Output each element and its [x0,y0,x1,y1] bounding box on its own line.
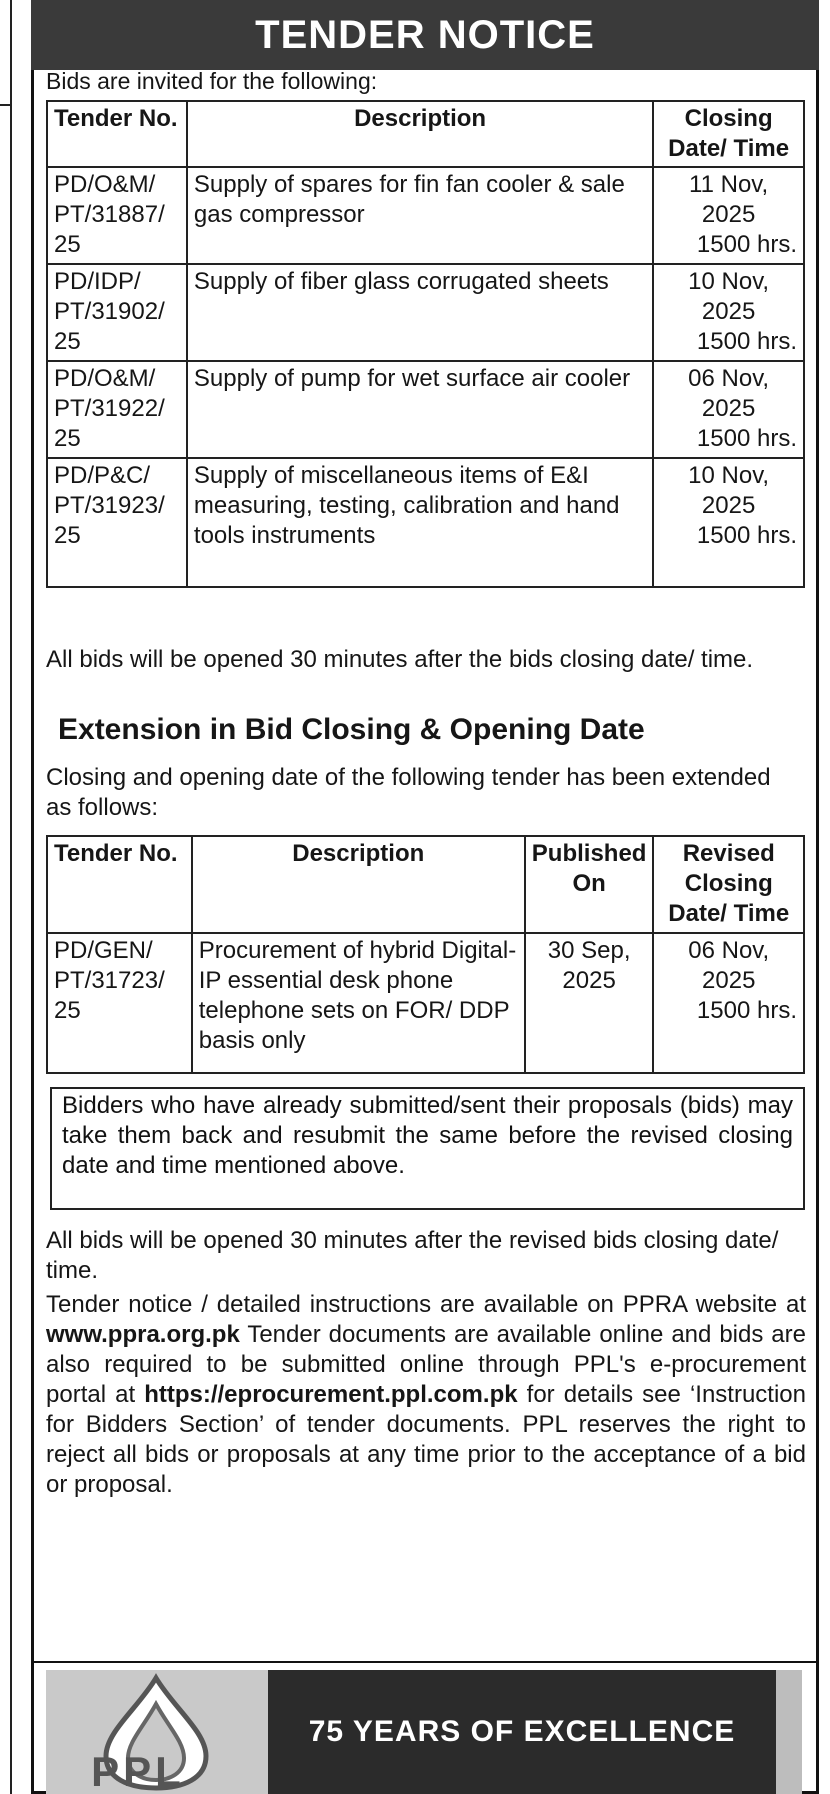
footer-divider [31,1661,819,1663]
extension-intro: Closing and opening date of the following tender has been extended as follows: [46,764,771,821]
revised-time: 1500 hrs. [696,997,797,1024]
revised-date: 06 Nov, 2025 [688,937,770,994]
instructions-part-2: Tender documents are available online and bids are also required to be submitted online through PPL's e-procurement portal at [46,1321,806,1408]
opening-note: All bids will be opened 30 minutes after the bids closing date/ time. [46,646,754,673]
description-cell: Supply of spares for fin fan cooler & sale gas compressor [187,167,653,264]
header-published: Published On [525,836,654,933]
closing-cell [653,458,804,587]
instructions-part-1: Tender notice / detailed instructions are available on PPRA website at [46,1291,806,1318]
header-description: Description [187,101,653,167]
closing-cell [653,361,804,458]
page-margin-rule [10,0,12,1794]
footer-strip [776,1670,802,1794]
closing-time: 1500 hrs. [696,522,797,549]
instructions-paragraph [46,1290,806,1500]
description-cell: Supply of pump for wet surface air cooler [187,361,653,458]
table-row [47,167,804,264]
instructions-part-3: for details see ‘Instruction for Bidders Section’ of tender documents. PPL reserves the right to reject all bids or proposals at any time prior to the acceptance of a bid or proposal. [46,1381,806,1498]
closing-cell [653,264,804,361]
extension-heading: Extension in Bid Closing & Opening Date [58,713,645,746]
description-cell: Procurement of hybrid Digital-IP essential desk phone telephone sets on FOR/ DDP basis only [192,933,525,1073]
extension-table-header [47,836,804,933]
table-row [47,264,804,361]
tender-no-cell: PD/GEN/ PT/31723/ 25 [47,933,192,1073]
header-description: Description [192,836,525,933]
tender-no-cell: PD/O&M/ PT/31922/ 25 [47,361,187,458]
page-margin-tick [0,104,12,106]
closing-date: 10 Nov, 2025 [688,462,770,519]
table-row [47,933,804,1073]
header-tender-no: Tender No. [47,101,187,167]
header-revised: Revised Closing Date/ Time [653,836,804,933]
closing-time: 1500 hrs. [696,425,797,452]
closing-time: 1500 hrs. [696,231,797,258]
eprocurement-link[interactable]: https://eprocurement.ppl.com.pk [144,1381,518,1408]
tender-no-cell: PD/P&C/ PT/31923/ 25 [47,458,187,587]
revised-cell [653,933,804,1073]
closing-date: 10 Nov, 2025 [688,268,770,325]
notice-title: TENDER NOTICE [255,12,595,57]
tagline: 75 YEARS OF EXCELLENCE [308,1715,736,1748]
tender-no-cell: PD/IDP/ PT/31902/ 25 [47,264,187,361]
bidders-note-box: Bidders who have already submitted/sent their proposals (bids) may take them back and resubmit the same before the revised closing date and time mentioned above. [50,1087,805,1210]
closing-cell [653,167,804,264]
description-cell: Supply of miscellaneous items of E&I measuring, testing, calibration and hand tools instruments [187,458,653,587]
revised-opening-note: All bids will be opened 30 minutes after the revised bids closing date/ time. [46,1227,779,1284]
extension-table [46,835,805,1074]
header-tender-no: Tender No. [47,836,192,933]
tagline-panel [268,1670,776,1794]
tender-no-cell: PD/O&M/ PT/31887/ 25 [47,167,187,264]
closing-date: 11 Nov, 2025 [689,171,769,228]
table-row [47,458,804,587]
closing-date: 06 Nov, 2025 [688,365,770,422]
header-closing: Closing Date/ Time [653,101,804,167]
tender-table [46,100,805,588]
published-cell: 30 Sep, 2025 [525,933,654,1073]
description-cell: Supply of fiber glass corrugated sheets [187,264,653,361]
ppl-logo-text: PPL [91,1748,185,1794]
closing-time: 1500 hrs. [696,328,797,355]
tender-table-header [47,101,804,167]
ppra-link[interactable]: www.ppra.org.pk [46,1321,240,1348]
table-row [47,361,804,458]
intro-text: Bids are invited for the following: [46,68,378,94]
